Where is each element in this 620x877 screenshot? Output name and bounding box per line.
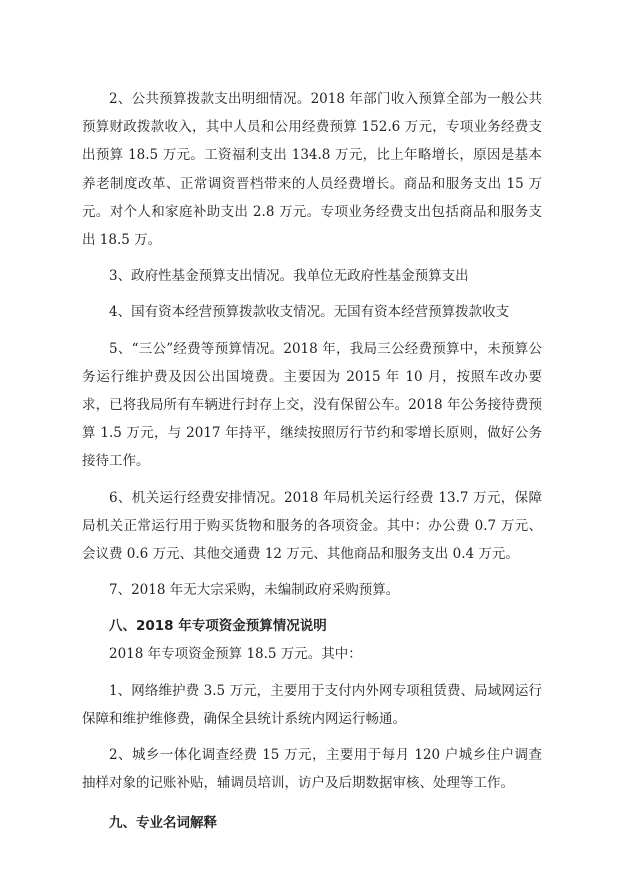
section-heading-special-funds: 八、2018 年专项资金预算情况说明 xyxy=(109,618,327,635)
paragraph-network-maintenance: 1、网络维护费 3.5 万元，主要用于支付内外网专项租赁费、局域网运行保障和维护维修费，确保全县统计系统内网运行畅通。 xyxy=(82,682,542,727)
paragraph-urban-rural-survey: 2、城乡一体化调查经费 15 万元，主要用于每月 120 户城乡住户调查抽样对象的记账补贴，辅调员培训，访户及后期数据审核、处理等工作。 xyxy=(82,747,542,792)
paragraph-public-budget-detail: 2、公共预算拨款支出明细情况。2018 年部门收入预算全部为一般公共预算财政拨款收入，其中人员和公用经费预算 152.6 万元，专项业务经费支出预算 18.5 万元。工资福利支出 134.8 万元，比上年略增长，原因是基本养老制度改革、正常调资晋档带来的人员经费增长。商品和服务支出 15 万元。对个人和家庭补助支出 2.8 万元。专项业务经费支出包括商品和服务支出 18.5 万。 xyxy=(82,91,542,249)
paragraph-three-public-expenses: 5、“三公”经费等预算情况。2018 年，我局三公经费预算中，未预算公务运行维护费及因公出国境费。主要因为 2015 年 10 月，按照车改办要求，已将我局所有车辆进行封存上交，没有保留公车。2018 年公务接待费预算 1.5 万元，与 2017 年持平，继续按照厉行节约和零增长原则，做好公务接待工作。 xyxy=(82,340,542,470)
section-heading-glossary: 九、专业名词解释 xyxy=(109,815,217,832)
document-page xyxy=(82,85,542,837)
paragraph-procurement: 7、2018 年无大宗采购，未编制政府采购预算。 xyxy=(109,582,400,599)
paragraph-office-operating-costs: 6、机关运行经费安排情况。2018 年局机关运行经费 13.7 万元，保障局机关正常运行用于购买货物和服务的各项资金。其中：办公费 0.7 万元、会议费 0.6 万元、其他交通费 12 万元、其他商品和服务支出 0.4 万元。 xyxy=(82,489,542,563)
paragraph-government-fund: 3、政府性基金预算支出情况。我单位无政府性基金预算支出 xyxy=(109,268,469,285)
paragraph-state-capital: 4、国有资本经营预算拨款收支情况。无国有资本经营预算拨款收支 xyxy=(109,304,510,321)
paragraph-special-funds-intro: 2018 年专项资金预算 18.5 万元。其中： xyxy=(109,646,362,663)
